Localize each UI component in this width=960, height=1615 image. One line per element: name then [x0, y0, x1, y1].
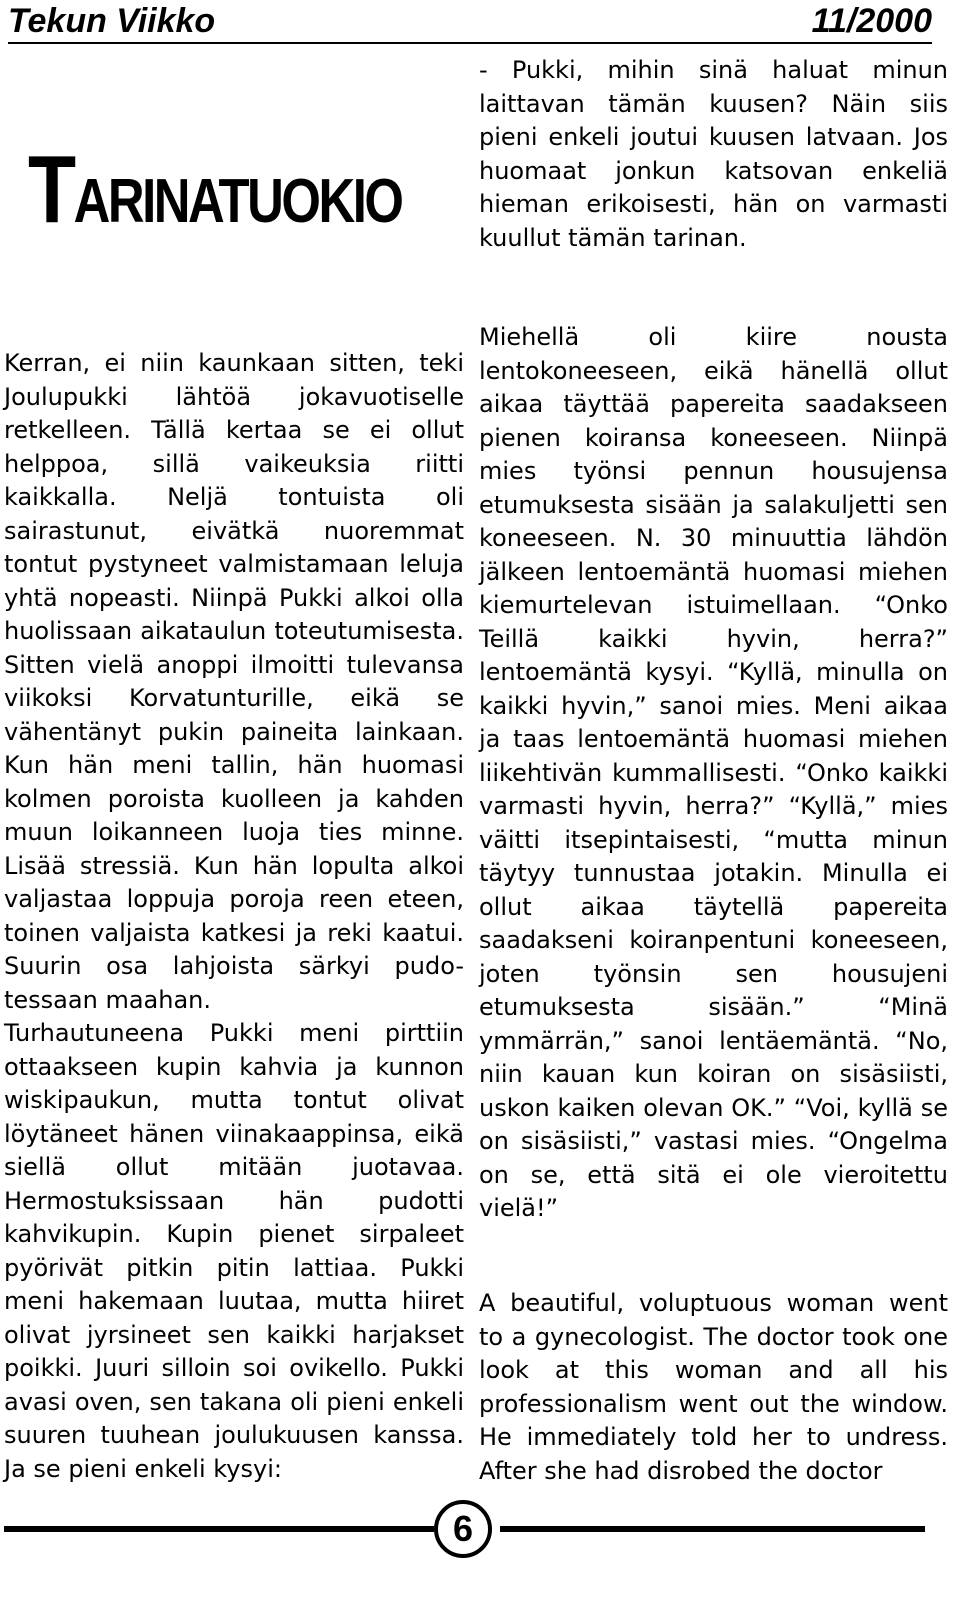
title-rest: ARINATUOKIO — [73, 167, 402, 236]
story-ending — [479, 54, 948, 255]
footer-rule-right — [500, 1526, 925, 1532]
story-paragraph: Turhautuneena Pukki meni pirttiin ottaakseen kupin kahvia ja kunnon wiskipaukun, mutta tontut olivat löytäneet hänen viinakaappinsa, eikä siellä ollut mitään juotavaa. Hermostuksissaan hän pudotti kahvikupin. Kupin pienet sirpaleet pyörivät pitkin pitin lattiaa. Pukki meni hakemaan luutaa, mutta hiiret olivat jyrsineet sen kaikki harjakset poikki. Juuri silloin soi ovikello. Pukki avasi oven, sen takana oli pieni enkeli suuren tuuhean joulukuusen kanssa. Ja se pieni enkeli kysyi: — [4, 1019, 464, 1483]
joke-gynecologist-text: A beautiful, voluptuous woman went to a gynecologist. The doctor took one look at this woman and all his professionalism went out the window. He immediately told her to undress. After she had disrobed the doctor — [479, 1289, 948, 1485]
issue-number: 11/2000 — [811, 2, 932, 40]
publication-name: Tekun Viikko — [8, 2, 216, 40]
title-initial: T — [28, 136, 74, 243]
story-ending-text: - Pukki, mihin sinä haluat minun laittavan tämän kuusen? Näin siis pieni enkeli joutui kuusen latvaan. Jos huomaat jonkun katsovan enkeliä hieman erikoisesti, hän on varmasti kuullut tämän tarinan. — [479, 56, 948, 252]
story-paragraph: Kerran, ei niin kaunkaan sitten, teki Joulupukki lähtöä jokavuotiselle retkelleen. Tällä kertaa se ei ollut helppoa, sillä vaikeuksia riitti kaikkalla. Neljä tontuista oli sairastunut, eivätkä nuoremmat tontut pystyneet valmistamaan leluja yhtä nopeasti. Niinpä Pukki alkoi olla huolissaan aikataulun toteutumisesta. Sitten vielä anoppi ilmoitti tulevansa viikoksi Korvatunturille, eikä se vähentänyt pukin paineita lainkaan. Kun hän meni tallin, hän huomasi kolmen poroista kuolleen ja kahden muun loikanneen luoja ties minne. Lisää stressiä. Kun hän lopulta alkoi valjastaa loppuja poroja reen eteen, toinen valjaista katkesi ja reki kaatui. Suurin osa lahjoista särkyi pudo-tessaan maahan. — [4, 349, 464, 1014]
story-column — [4, 347, 464, 1486]
joke-dog-text: Miehellä oli kiire nousta lentokoneeseen, eikä hänellä ollut aikaa täyttää papereita saadakseen pienen koiransa koneeseen. Niinpä mies työnsi pennun housujensa etumuksesta sisään ja salakuljetti sen koneeseen. N. 30 minuuttia lähdön jälkeen lentoemäntä huomasi miehen kiemurtelevan istuimellaan. “Onko Teillä kaikki hyvin, herra?” lentoemäntä kysyi. “Kyllä, minulla on kaikki hyvin,” sanoi mies. Meni aikaa ja taas lentoemäntä huomasi miehen liikehtivän kummallisesti. “Onko kaikki varmasti hyvin, herra?” “Kyllä,” mies väitti itsepintaisesti, “mutta minun täytyy tunnustaa jotakin. Minulla ei ollut aikaa täytellä papereita saadakseni koiranpentuni koneeseen, joten työnsin sen housujeni etumuksesta sisään.” “Minä ymmärrän,” sanoi lentäemäntä. “No, niin kauan kun koiran on sisäsiisti, uskon kaiken olevan OK.” “Voi, kyllä se on sisäsiisti,” vastasi mies. “Ongelma on se, että sitä ei ole vieroitettu vielä!” — [479, 323, 948, 1222]
page-number: 6 — [434, 1500, 492, 1558]
joke-dog — [479, 321, 948, 1226]
joke-gynecologist — [479, 1287, 948, 1488]
page-header — [8, 0, 932, 44]
footer-rule-left — [4, 1526, 434, 1532]
article-title — [28, 136, 402, 252]
